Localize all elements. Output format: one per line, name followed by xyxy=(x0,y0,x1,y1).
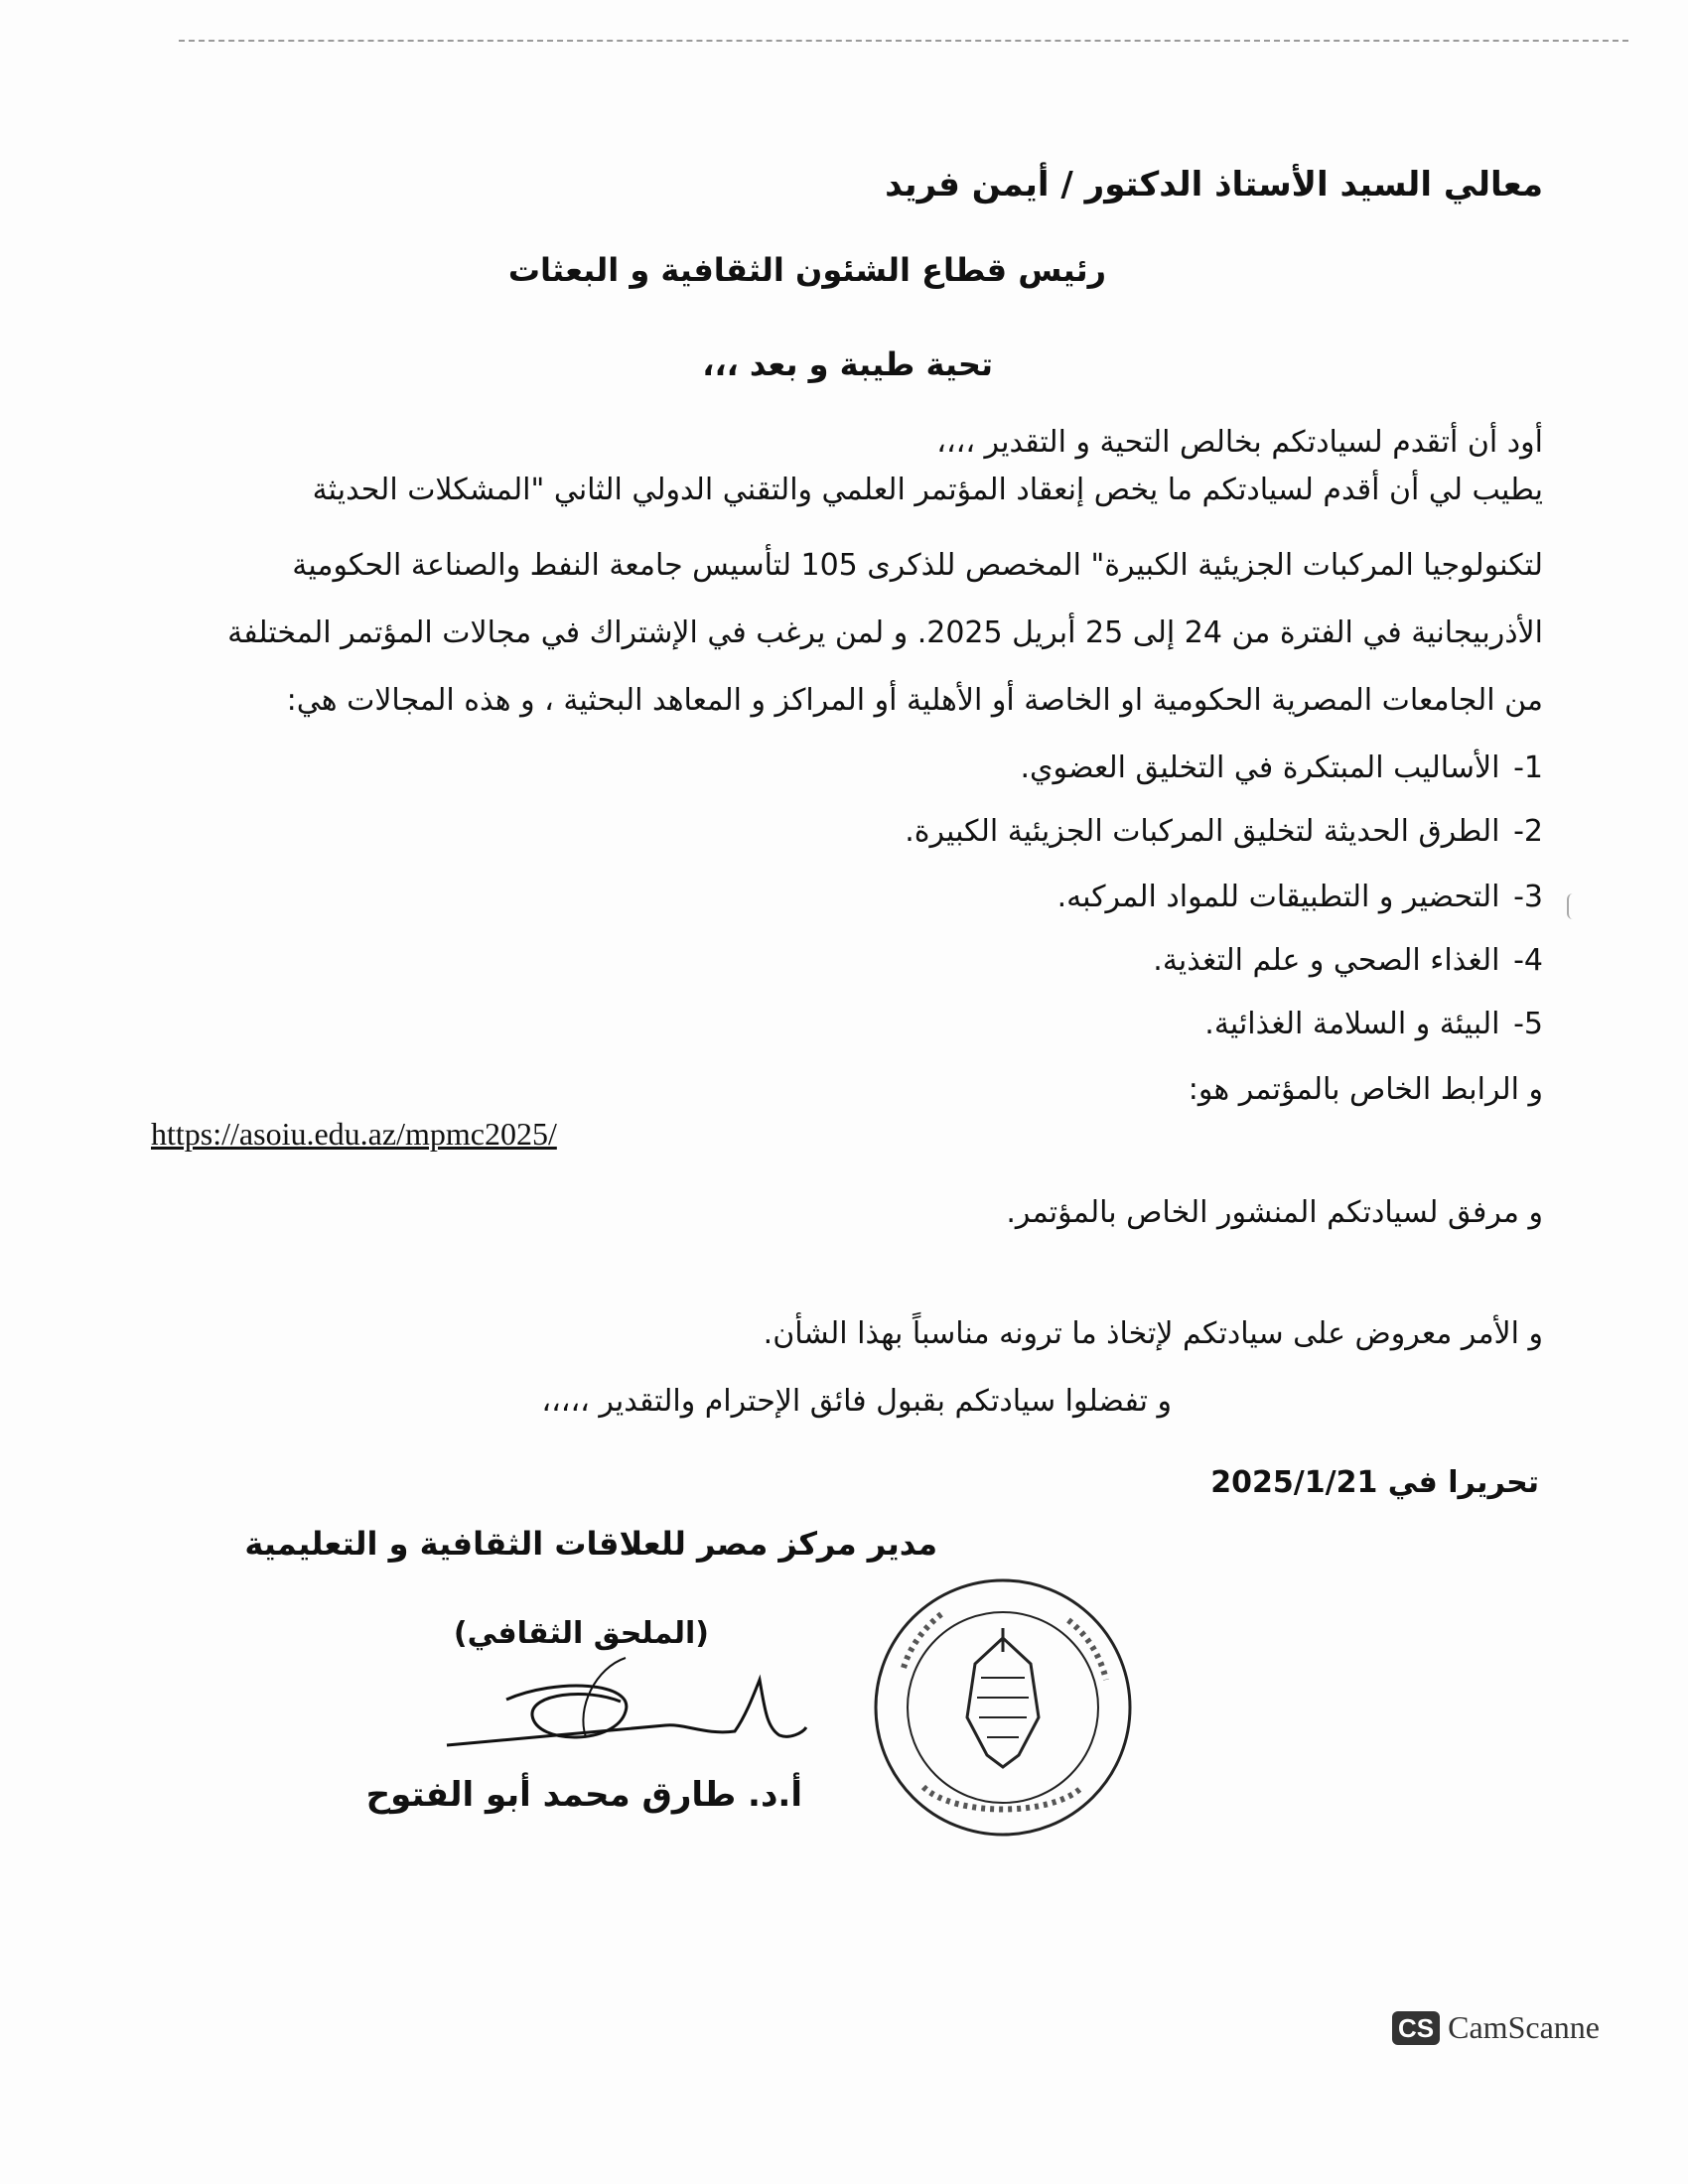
scan-edge-line xyxy=(179,40,1628,42)
field-item xyxy=(1153,943,1543,978)
handwritten-signature xyxy=(437,1628,814,1767)
date-line: تحريرا في 2025/1/21 xyxy=(1210,1465,1539,1500)
field-number: 5- xyxy=(1513,1007,1543,1041)
field-item xyxy=(1020,751,1543,785)
camscanner-name: CamScanne xyxy=(1448,2009,1600,2045)
body-line: لتكنولوجيا المركبات الجزيئية الكبيرة" المخصص للذكرى 105 لتأسيس جامعة النفط والصناعة الحكومية xyxy=(292,548,1543,583)
link-intro: و الرابط الخاص بالمؤتمر هو: xyxy=(1188,1072,1543,1107)
field-text: البيئة و السلامة الغذائية. xyxy=(1204,1007,1500,1041)
field-text: الأساليب المبتكرة في التخليق العضوي. xyxy=(1020,751,1500,785)
field-item xyxy=(905,814,1543,849)
scan-margin-mark xyxy=(1567,893,1579,919)
body-line: الأذربيجانية في الفترة من 24 إلى 25 أبريل 2025. و لمن يرغب في الإشتراك في مجالات المؤتمر المختلفة xyxy=(227,615,1543,650)
camscanner-logo-icon: CS xyxy=(1392,2011,1440,2045)
recipient-position: رئيس قطاع الشئون الثقافية و البعثات xyxy=(507,251,1106,289)
conference-link[interactable]: https://asoiu.edu.az/mpmc2025/ xyxy=(151,1116,557,1152)
greeting: تحية طيبة و بعد ،،، xyxy=(702,345,993,383)
field-number: 3- xyxy=(1513,880,1543,914)
closing-courtesy: و تفضلوا سيادتكم بقبول فائق الإحترام والتقدير ،،،،، xyxy=(541,1384,1172,1419)
field-number: 4- xyxy=(1513,943,1543,978)
field-text: الغذاء الصحي و علم التغذية. xyxy=(1153,943,1500,978)
closing-line: و الأمر معروض على سيادتكم لإتخاذ ما ترونه مناسباً بهذا الشأن. xyxy=(763,1316,1543,1351)
field-text: التحضير و التطبيقات للمواد المركبه. xyxy=(1056,880,1500,914)
cultural-attache-title: (الملحق الثقافي) xyxy=(453,1616,709,1651)
body-line: أود أن أتقدم لسيادتكم بخالص التحية و التقدير ،،،، xyxy=(936,425,1543,460)
body-line: من الجامعات المصرية الحكومية او الخاصة أو الأهلية أو المراكز و المعاهد البحثية ، و هذه المجالات هي: xyxy=(286,683,1543,718)
body-line: يطيب لي أن أقدم لسيادتكم ما يخص إنعقاد المؤتمر العلمي والتقني الدولي الثاني "المشكلات الحديثة xyxy=(312,473,1543,507)
field-item xyxy=(1057,880,1543,914)
field-text: الطرق الحديثة لتخليق المركبات الجزيئية الكبيرة. xyxy=(905,814,1500,849)
field-item xyxy=(1204,1007,1543,1041)
signer-name: أ.د. طارق محمد أبو الفتوح xyxy=(365,1775,802,1815)
attachment-note: و مرفق لسيادتكم المنشور الخاص بالمؤتمر. xyxy=(1006,1195,1543,1230)
official-seal-stamp xyxy=(864,1569,1142,1846)
director-title: مدير مركز مصر للعلاقات الثقافية و التعليمية xyxy=(244,1525,937,1563)
salutation: معالي السيد الأستاذ الدكتور / أيمن فريد xyxy=(885,165,1543,205)
field-number: 2- xyxy=(1513,814,1543,849)
camscanner-watermark xyxy=(1392,2009,1600,2046)
field-number: 1- xyxy=(1513,751,1543,785)
